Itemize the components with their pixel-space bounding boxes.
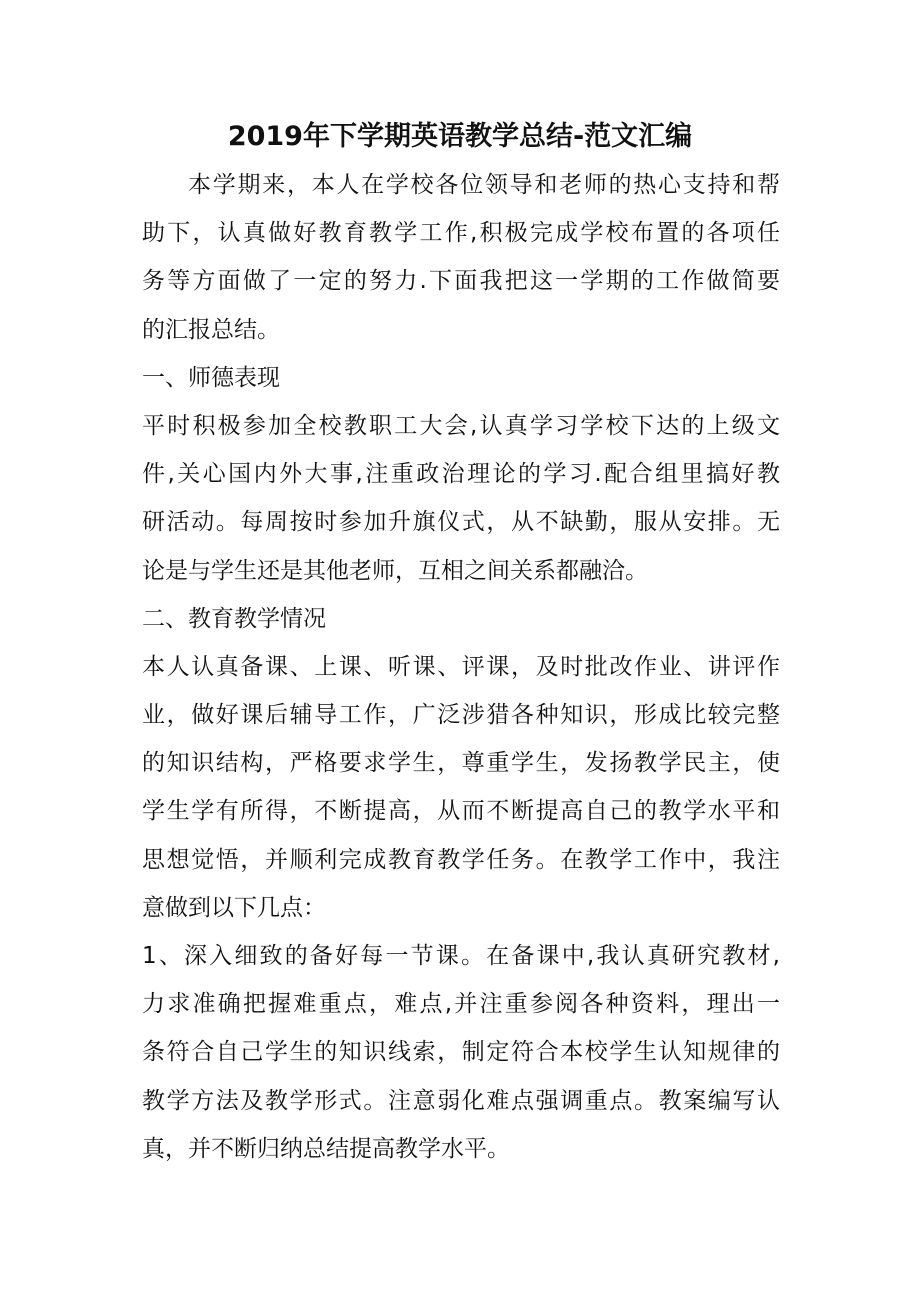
paragraph-line: 思想觉悟，并顺利完成教育教学任务。在教学工作中，我注 bbox=[142, 846, 780, 873]
paragraph-line: 本人认真备课、上课、听课、评课，及时批改作业、讲评作 bbox=[142, 653, 780, 680]
paragraph-line: 务等方面做了一定的努力.下面我把这一学期的工作做简要 bbox=[142, 268, 780, 295]
document-body bbox=[142, 161, 780, 1173]
paragraph-line: 的知识结构，严格要求学生，尊重学生，发扬教学民主，使 bbox=[142, 750, 780, 777]
paragraph-line: 研活动。每周按时参加升旗仪式，从不缺勤，服从安排。无 bbox=[142, 509, 780, 536]
section-heading: 一、师德表现 bbox=[142, 364, 280, 391]
section-heading: 二、教育教学情况 bbox=[142, 605, 326, 632]
paragraph-line: 条符合自己学生的知识线索，制定符合本校学生认知规律的 bbox=[142, 1039, 780, 1066]
paragraph-line: 助下，认真做好教育教学工作,积极完成学校布置的各项任 bbox=[142, 220, 780, 247]
paragraph-line: 力求准确把握难重点，难点,并注重参阅各种资料，理出一 bbox=[142, 991, 780, 1018]
paragraph-line: 1、深入细致的备好每一节课。在备课中,我认真研究教材, bbox=[142, 943, 780, 969]
paragraph-line: 的汇报总结。 bbox=[142, 316, 280, 343]
paragraph-line: 意做到以下几点： bbox=[142, 894, 326, 921]
paragraph-line: 本学期来，本人在学校各位领导和老师的热心支持和帮 bbox=[188, 172, 780, 198]
paragraph-line: 平时积极参加全校教职工大会,认真学习学校下达的上级文 bbox=[142, 412, 780, 439]
paragraph-line: 教学方法及教学形式。注意弱化难点强调重点。教案编写认 bbox=[142, 1087, 780, 1114]
paragraph-line: 论是与学生还是其他老师，互相之间关系都融洽。 bbox=[142, 557, 648, 584]
paragraph-line: 学生学有所得，不断提高，从而不断提高自己的教学水平和 bbox=[142, 798, 780, 825]
document-title: 2019年下学期英语教学总结-范文汇编 bbox=[227, 121, 693, 152]
paragraph-line: 真，并不断归纳总结提高教学水平。 bbox=[142, 1135, 510, 1162]
paragraph-line: 件,关心国内外大事,注重政治理论的学习.配合组里搞好教 bbox=[142, 461, 780, 488]
paragraph-line: 业，做好课后辅导工作，广泛涉猎各种知识，形成比较完整 bbox=[142, 702, 780, 729]
